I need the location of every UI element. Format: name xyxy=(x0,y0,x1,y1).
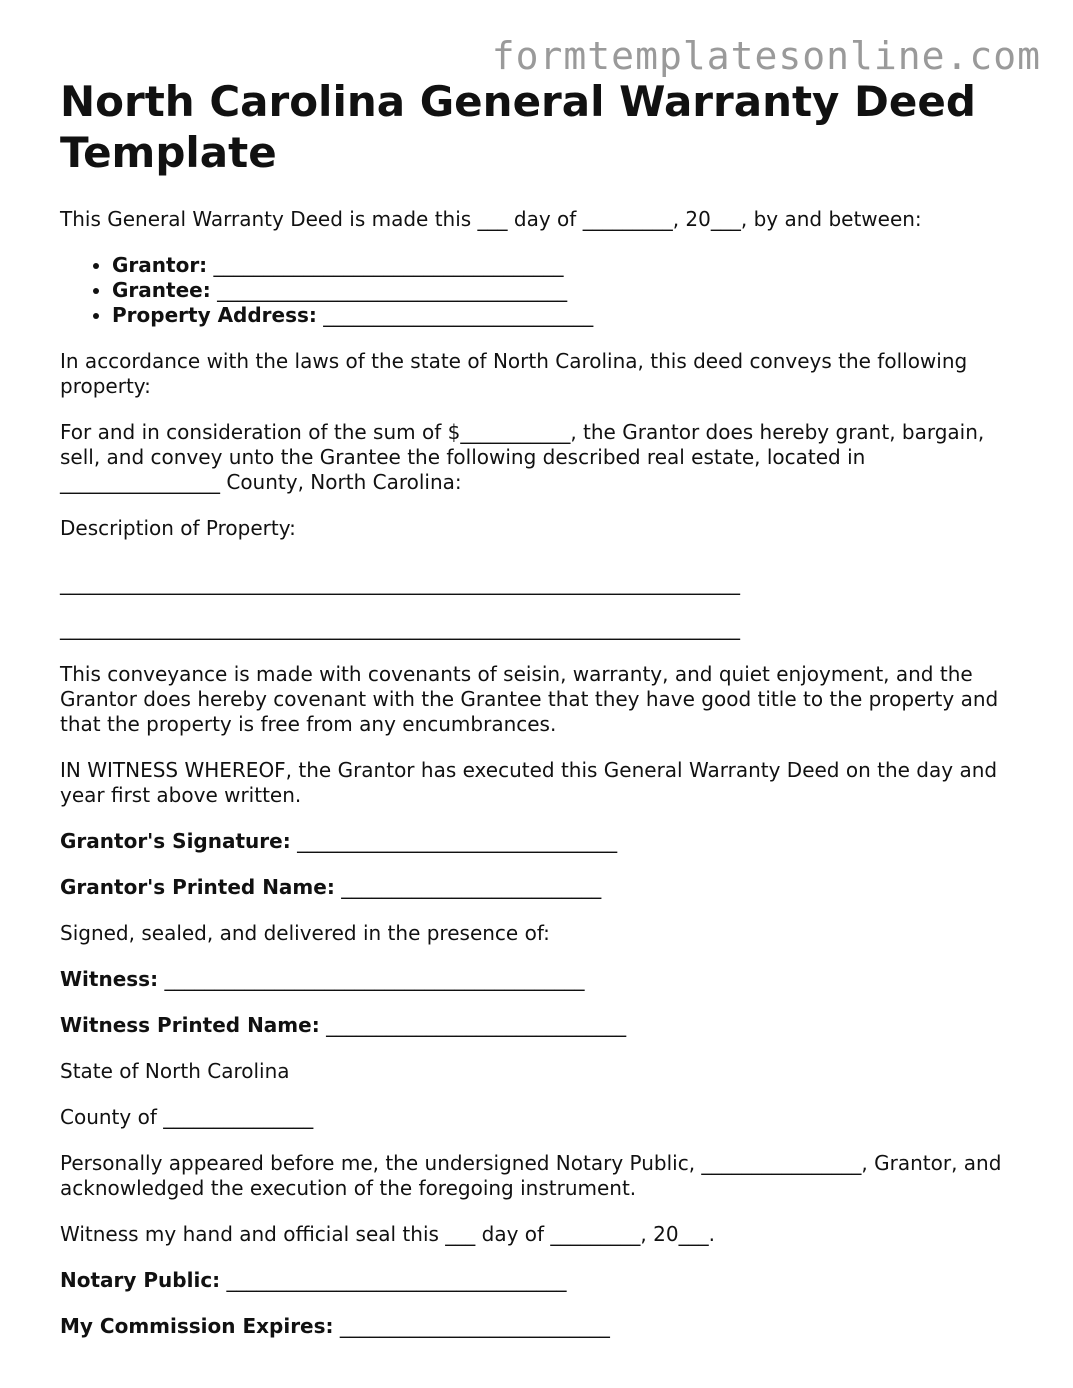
presence-paragraph: Signed, sealed, and delivered in the presence of: xyxy=(60,921,550,945)
county-line: County of _______________ xyxy=(60,1105,314,1129)
grantor-signature-line xyxy=(60,829,1020,854)
witness-line xyxy=(60,967,1020,992)
notary-public-line xyxy=(60,1268,1020,1293)
party-label: Property Address: xyxy=(112,303,317,327)
field-label: Grantor's Signature: xyxy=(60,829,291,853)
party-label: Grantor: xyxy=(112,253,208,277)
field-blank: ________________________________ xyxy=(297,829,618,853)
field-label: Grantor's Printed Name: xyxy=(60,875,335,899)
field-label: Witness Printed Name: xyxy=(60,1013,320,1037)
field-blank: __________________________________ xyxy=(226,1268,567,1292)
description-label: Description of Property: xyxy=(60,516,296,540)
party-grantor xyxy=(112,253,1020,278)
state-line: State of North Carolina xyxy=(60,1059,290,1083)
field-blank: ___________________________ xyxy=(339,1314,610,1338)
field-blank: __________________________________________ xyxy=(164,967,585,991)
watermark: formtemplatesonline.com xyxy=(491,34,1041,78)
accordance-paragraph: In accordance with the laws of the state of North Carolina, this deed conveys the following property: xyxy=(60,349,968,398)
witness-whereof-paragraph: IN WITNESS WHEREOF, the Grantor has executed this General Warranty Deed on the day and year first above written. xyxy=(60,758,998,807)
party-grantee xyxy=(112,278,1020,303)
commission-expires-line xyxy=(60,1314,1020,1339)
party-property-address xyxy=(112,303,1020,328)
seal-paragraph: Witness my hand and official seal this ___ day of _________, 20___. xyxy=(60,1222,715,1246)
field-label: Witness: xyxy=(60,967,159,991)
covenants-paragraph: This conveyance is made with covenants of seisin, warranty, and quiet enjoyment, and the Grantor does hereby covenant with the Grantee that they have good title to the property and that the property is free from any encumbrances. xyxy=(60,662,999,736)
witness-printed-name-line xyxy=(60,1013,1020,1038)
party-blank: ___________________________________ xyxy=(217,278,568,302)
field-blank: __________________________ xyxy=(341,875,602,899)
field-blank: ______________________________ xyxy=(326,1013,627,1037)
appeared-paragraph: Personally appeared before me, the undersigned Notary Public, ________________, Grantor, and acknowledged the execution of the foregoing instrument. xyxy=(60,1151,1002,1200)
description-line: ____________________________________________________________________ xyxy=(60,571,740,595)
description-line: ____________________________________________________________________ xyxy=(60,616,740,640)
grantor-printed-name-line xyxy=(60,875,1020,900)
field-label: My Commission Expires: xyxy=(60,1314,334,1338)
party-blank: ___________________________ xyxy=(323,303,594,327)
deed-document xyxy=(60,76,1020,1339)
document-title: North Carolina General Warranty Deed Template xyxy=(60,77,976,177)
parties-list xyxy=(60,253,1020,328)
party-blank: ___________________________________ xyxy=(213,253,564,277)
consideration-paragraph: For and in consideration of the sum of $___________, the Grantor does hereby grant, bargain, sell, and convey unto the Grantee the following described real estate, located in ________________ County, North Carolina: xyxy=(60,420,985,494)
intro-paragraph: This General Warranty Deed is made this ___ day of _________, 20___, by and between: xyxy=(60,207,922,231)
field-label: Notary Public: xyxy=(60,1268,221,1292)
party-label: Grantee: xyxy=(112,278,211,302)
